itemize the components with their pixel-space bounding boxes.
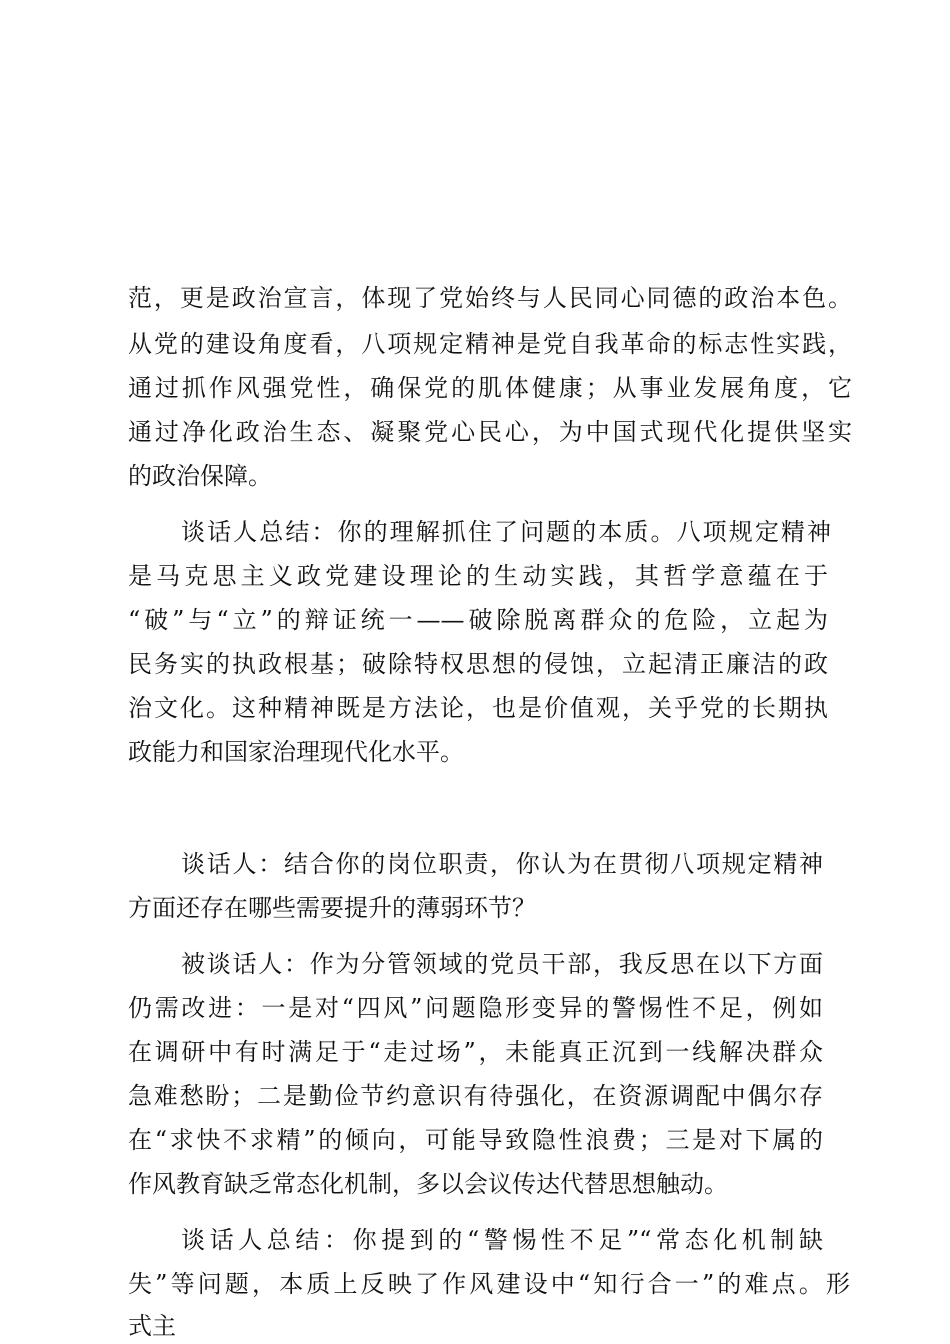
text-line: 通过抓作风强党性，确保党的肌体健康；从事业发展角度，它 bbox=[128, 374, 852, 402]
text-line: 式主 bbox=[128, 1312, 176, 1340]
text-line: 作风教育缺乏常态化机制，多以会议传达代替思想触动。 bbox=[128, 1170, 728, 1198]
text-line: 范，更是政治宣言，体现了党始终与人民同心同德的政治本色。 bbox=[128, 284, 852, 312]
text-line: 谈话人：结合你的岗位职责，你认为在贯彻八项规定精神 bbox=[181, 850, 823, 878]
text-line: 仍需改进：一是对“四风”问题隐形变异的警惕性不足，例如 bbox=[128, 994, 823, 1022]
text-line: 在调研中有时满足于“走过场”，未能真正沉到一线解决群众 bbox=[128, 1038, 823, 1066]
text-line: 治文化。这种精神既是方法论，也是价值观，关乎党的长期执 bbox=[128, 694, 828, 722]
text-line: 谈话人总结：你提到的“警惕性不足”“常态化机制缺 bbox=[181, 1226, 823, 1254]
text-line: 被谈话人：作为分管领域的党员干部，我反思在以下方面 bbox=[181, 950, 823, 978]
text-line: 方面还存在哪些需要提升的薄弱环节？ bbox=[128, 894, 536, 922]
text-line: 是马克思主义政党建设理论的生动实践，其哲学意蕴在于 bbox=[128, 562, 828, 590]
text-line: 从党的建设角度看，八项规定精神是党自我革命的标志性实践， bbox=[128, 330, 852, 358]
text-line: 政能力和国家治理现代化水平。 bbox=[128, 738, 464, 766]
text-line: 通过净化政治生态、凝聚党心民心，为中国式现代化提供坚实 bbox=[128, 418, 852, 446]
text-line: 失”等问题，本质上反映了作风建设中“知行合一”的难点。形 bbox=[128, 1270, 850, 1298]
text-line: “破”与“立”的辩证统一——破除脱离群众的危险，立起为 bbox=[128, 606, 828, 634]
text-line: 谈话人总结：你的理解抓住了问题的本质。八项规定精神 bbox=[181, 518, 831, 546]
text-line: 的政治保障。 bbox=[128, 462, 272, 490]
text-line: 急难愁盼；二是勤俭节约意识有待强化，在资源调配中偶尔存 bbox=[128, 1082, 823, 1110]
text-line: 在“求快不求精”的倾向，可能导致隐性浪费；三是对下属的 bbox=[128, 1126, 823, 1154]
text-line: 民务实的执政根基；破除特权思想的侵蚀，立起清正廉洁的政 bbox=[128, 650, 828, 678]
